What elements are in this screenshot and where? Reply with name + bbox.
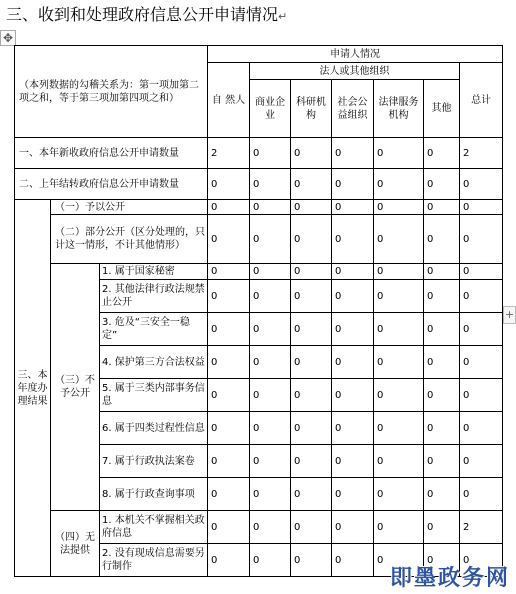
cell-value: 0 — [208, 215, 250, 264]
cell-value: 0 — [250, 169, 291, 200]
cell-value: 0 — [424, 478, 460, 511]
cell-value: 0 — [291, 313, 332, 346]
cell-value: 0 — [291, 346, 332, 379]
cell-value: 0 — [374, 215, 424, 264]
cell-value: 0 — [250, 264, 291, 280]
cell-value: 0 — [460, 313, 503, 346]
cell-value: 0 — [424, 169, 460, 200]
cell-value: 0 — [208, 379, 250, 412]
cell-value: 0 — [332, 511, 374, 544]
header-public-org: 社会公益组织 — [332, 80, 374, 138]
cell-value: 0 — [291, 264, 332, 280]
cell-value: 0 — [250, 280, 291, 313]
cell-value: 0 — [424, 138, 460, 169]
cell-value: 0 — [208, 313, 250, 346]
cell-value: 0 — [460, 264, 503, 280]
cell-value: 0 — [332, 138, 374, 169]
table-row — [15, 169, 503, 200]
table-row — [15, 215, 503, 264]
cell-value: 0 — [250, 138, 291, 169]
cell-value: 0 — [460, 412, 503, 445]
cell-value: 0 — [424, 379, 460, 412]
cell-value: 0 — [250, 346, 291, 379]
cell-value: 0 — [460, 445, 503, 478]
header-total: 总计 — [460, 63, 503, 138]
cell-value: 0 — [250, 200, 291, 215]
row-label: 5. 属于三类内部事务信息 — [100, 379, 208, 412]
cell-value: 0 — [208, 169, 250, 200]
cell-value: 0 — [424, 346, 460, 379]
cell-value: 0 — [250, 511, 291, 544]
cell-value: 0 — [332, 478, 374, 511]
cell-value: 0 — [291, 412, 332, 445]
cell-value: 0 — [250, 215, 291, 264]
cell-value: 0 — [424, 280, 460, 313]
section3-label: 三、本年度办理结果 — [15, 200, 51, 577]
row-label: 2. 其他法律行政法规禁止公开 — [100, 280, 208, 313]
row-label: （一）予以公开 — [51, 200, 208, 215]
cell-value: 0 — [460, 346, 503, 379]
header-legal-group: 法人或其他组织 — [250, 63, 460, 80]
cell-value: 0 — [332, 544, 374, 577]
row-label: 7. 属于行政执法案卷 — [100, 445, 208, 478]
cell-value: 0 — [424, 445, 460, 478]
cell-value: 2 — [460, 511, 503, 544]
cell-value: 0 — [424, 412, 460, 445]
cell-value: 0 — [208, 200, 250, 215]
cell-value: 0 — [460, 544, 503, 577]
cell-value: 0 — [208, 445, 250, 478]
site-watermark: 即墨政务网 — [389, 566, 510, 591]
cell-value: 0 — [291, 478, 332, 511]
cell-value: 0 — [291, 445, 332, 478]
cell-value: 0 — [291, 200, 332, 215]
cell-value: 0 — [424, 264, 460, 280]
cell-value: 0 — [208, 544, 250, 577]
cell-value: 0 — [208, 478, 250, 511]
header-note: （本列数据的勾稽关系为：第一项加第二项之和，等于第三项加第四项之和） — [15, 46, 208, 138]
cell-value: 0 — [460, 478, 503, 511]
row-label: （二）部分公开（区分处理的，只计这一情形，不计其他情形） — [51, 215, 208, 264]
row-label: 二、上年结转政府信息公开申请数量 — [15, 169, 208, 200]
cell-value: 0 — [374, 200, 424, 215]
cell-value: 0 — [460, 379, 503, 412]
cell-value: 0 — [374, 169, 424, 200]
cell-value: 0 — [424, 511, 460, 544]
row-label: 1. 属于国家秘密 — [100, 264, 208, 280]
denied-label: （三）不予公开 — [51, 264, 100, 511]
header-business: 商业企业 — [250, 80, 291, 138]
cell-value: 0 — [291, 280, 332, 313]
row-label: 4. 保护第三方合法权益 — [100, 346, 208, 379]
cell-value: 0 — [374, 313, 424, 346]
cell-value: 0 — [250, 478, 291, 511]
table-row — [15, 200, 503, 215]
table-row — [15, 138, 503, 169]
cell-value: 0 — [250, 445, 291, 478]
cell-value: 0 — [250, 379, 291, 412]
cell-value: 0 — [424, 313, 460, 346]
cell-value: 0 — [424, 544, 460, 577]
cell-value: 0 — [291, 379, 332, 412]
row-label: 3. 危及“三安全一稳定” — [100, 313, 208, 346]
cell-value: 0 — [460, 215, 503, 264]
cell-value: 0 — [208, 346, 250, 379]
cell-value: 0 — [332, 264, 374, 280]
cell-value: 2 — [208, 138, 250, 169]
cell-value: 0 — [374, 264, 424, 280]
cell-value: 0 — [208, 280, 250, 313]
cell-value: 0 — [332, 313, 374, 346]
header-natural-person: 自 然人 — [208, 63, 250, 138]
cell-value: 0 — [374, 280, 424, 313]
table-row — [15, 264, 503, 280]
row-label: 6. 属于四类过程性信息 — [100, 412, 208, 445]
cell-value: 0 — [250, 412, 291, 445]
cell-value: 0 — [374, 412, 424, 445]
cell-value: 0 — [374, 346, 424, 379]
cell-value: 0 — [208, 264, 250, 280]
header-other: 其他 — [424, 80, 460, 138]
cell-value: 0 — [291, 215, 332, 264]
cell-value: 0 — [424, 200, 460, 215]
section-heading: 三、收到和处理政府信息公开申请情况↵ — [6, 5, 288, 24]
cell-value: 0 — [332, 445, 374, 478]
cell-value: 0 — [332, 280, 374, 313]
table-row — [15, 511, 503, 544]
cell-value: 0 — [374, 544, 424, 577]
row-label: 8. 属于行政查询事项 — [100, 478, 208, 511]
cell-value: 0 — [332, 215, 374, 264]
cell-value: 0 — [332, 200, 374, 215]
cell-value: 0 — [291, 138, 332, 169]
cell-value: 0 — [208, 511, 250, 544]
unable-label: （四）无法提供 — [51, 511, 100, 577]
cell-value: 0 — [250, 313, 291, 346]
disclosure-table — [14, 45, 503, 577]
add-column-icon[interactable]: + — [503, 306, 516, 324]
row-label: 一、本年新收政府信息公开申请数量 — [15, 138, 208, 169]
cell-value: 0 — [374, 138, 424, 169]
cell-value: 0 — [374, 478, 424, 511]
cell-value: 0 — [291, 169, 332, 200]
table-move-handle-icon[interactable]: ✥ — [0, 30, 16, 46]
cell-value: 0 — [424, 215, 460, 264]
header-law-service: 法律服务机构 — [374, 80, 424, 138]
cell-value: 0 — [374, 445, 424, 478]
cell-value: 0 — [460, 169, 503, 200]
row-label: 1. 本机关不掌握相关政府信息 — [100, 511, 208, 544]
cell-value: 0 — [374, 379, 424, 412]
header-applicant: 申请人情况 — [208, 46, 503, 63]
cell-value: 0 — [332, 169, 374, 200]
cell-value: 0 — [208, 412, 250, 445]
cell-value: 0 — [291, 544, 332, 577]
header-research: 科研机构 — [291, 80, 332, 138]
cell-value: 2 — [460, 138, 503, 169]
cell-value: 0 — [250, 544, 291, 577]
cell-value: 0 — [374, 511, 424, 544]
cell-value: 0 — [460, 200, 503, 215]
cell-value: 0 — [332, 346, 374, 379]
cell-value: 0 — [291, 511, 332, 544]
cell-value: 0 — [332, 412, 374, 445]
cell-value: 0 — [332, 379, 374, 412]
cell-value: 0 — [460, 280, 503, 313]
row-label: 2. 没有现成信息需要另行制作 — [100, 544, 208, 577]
